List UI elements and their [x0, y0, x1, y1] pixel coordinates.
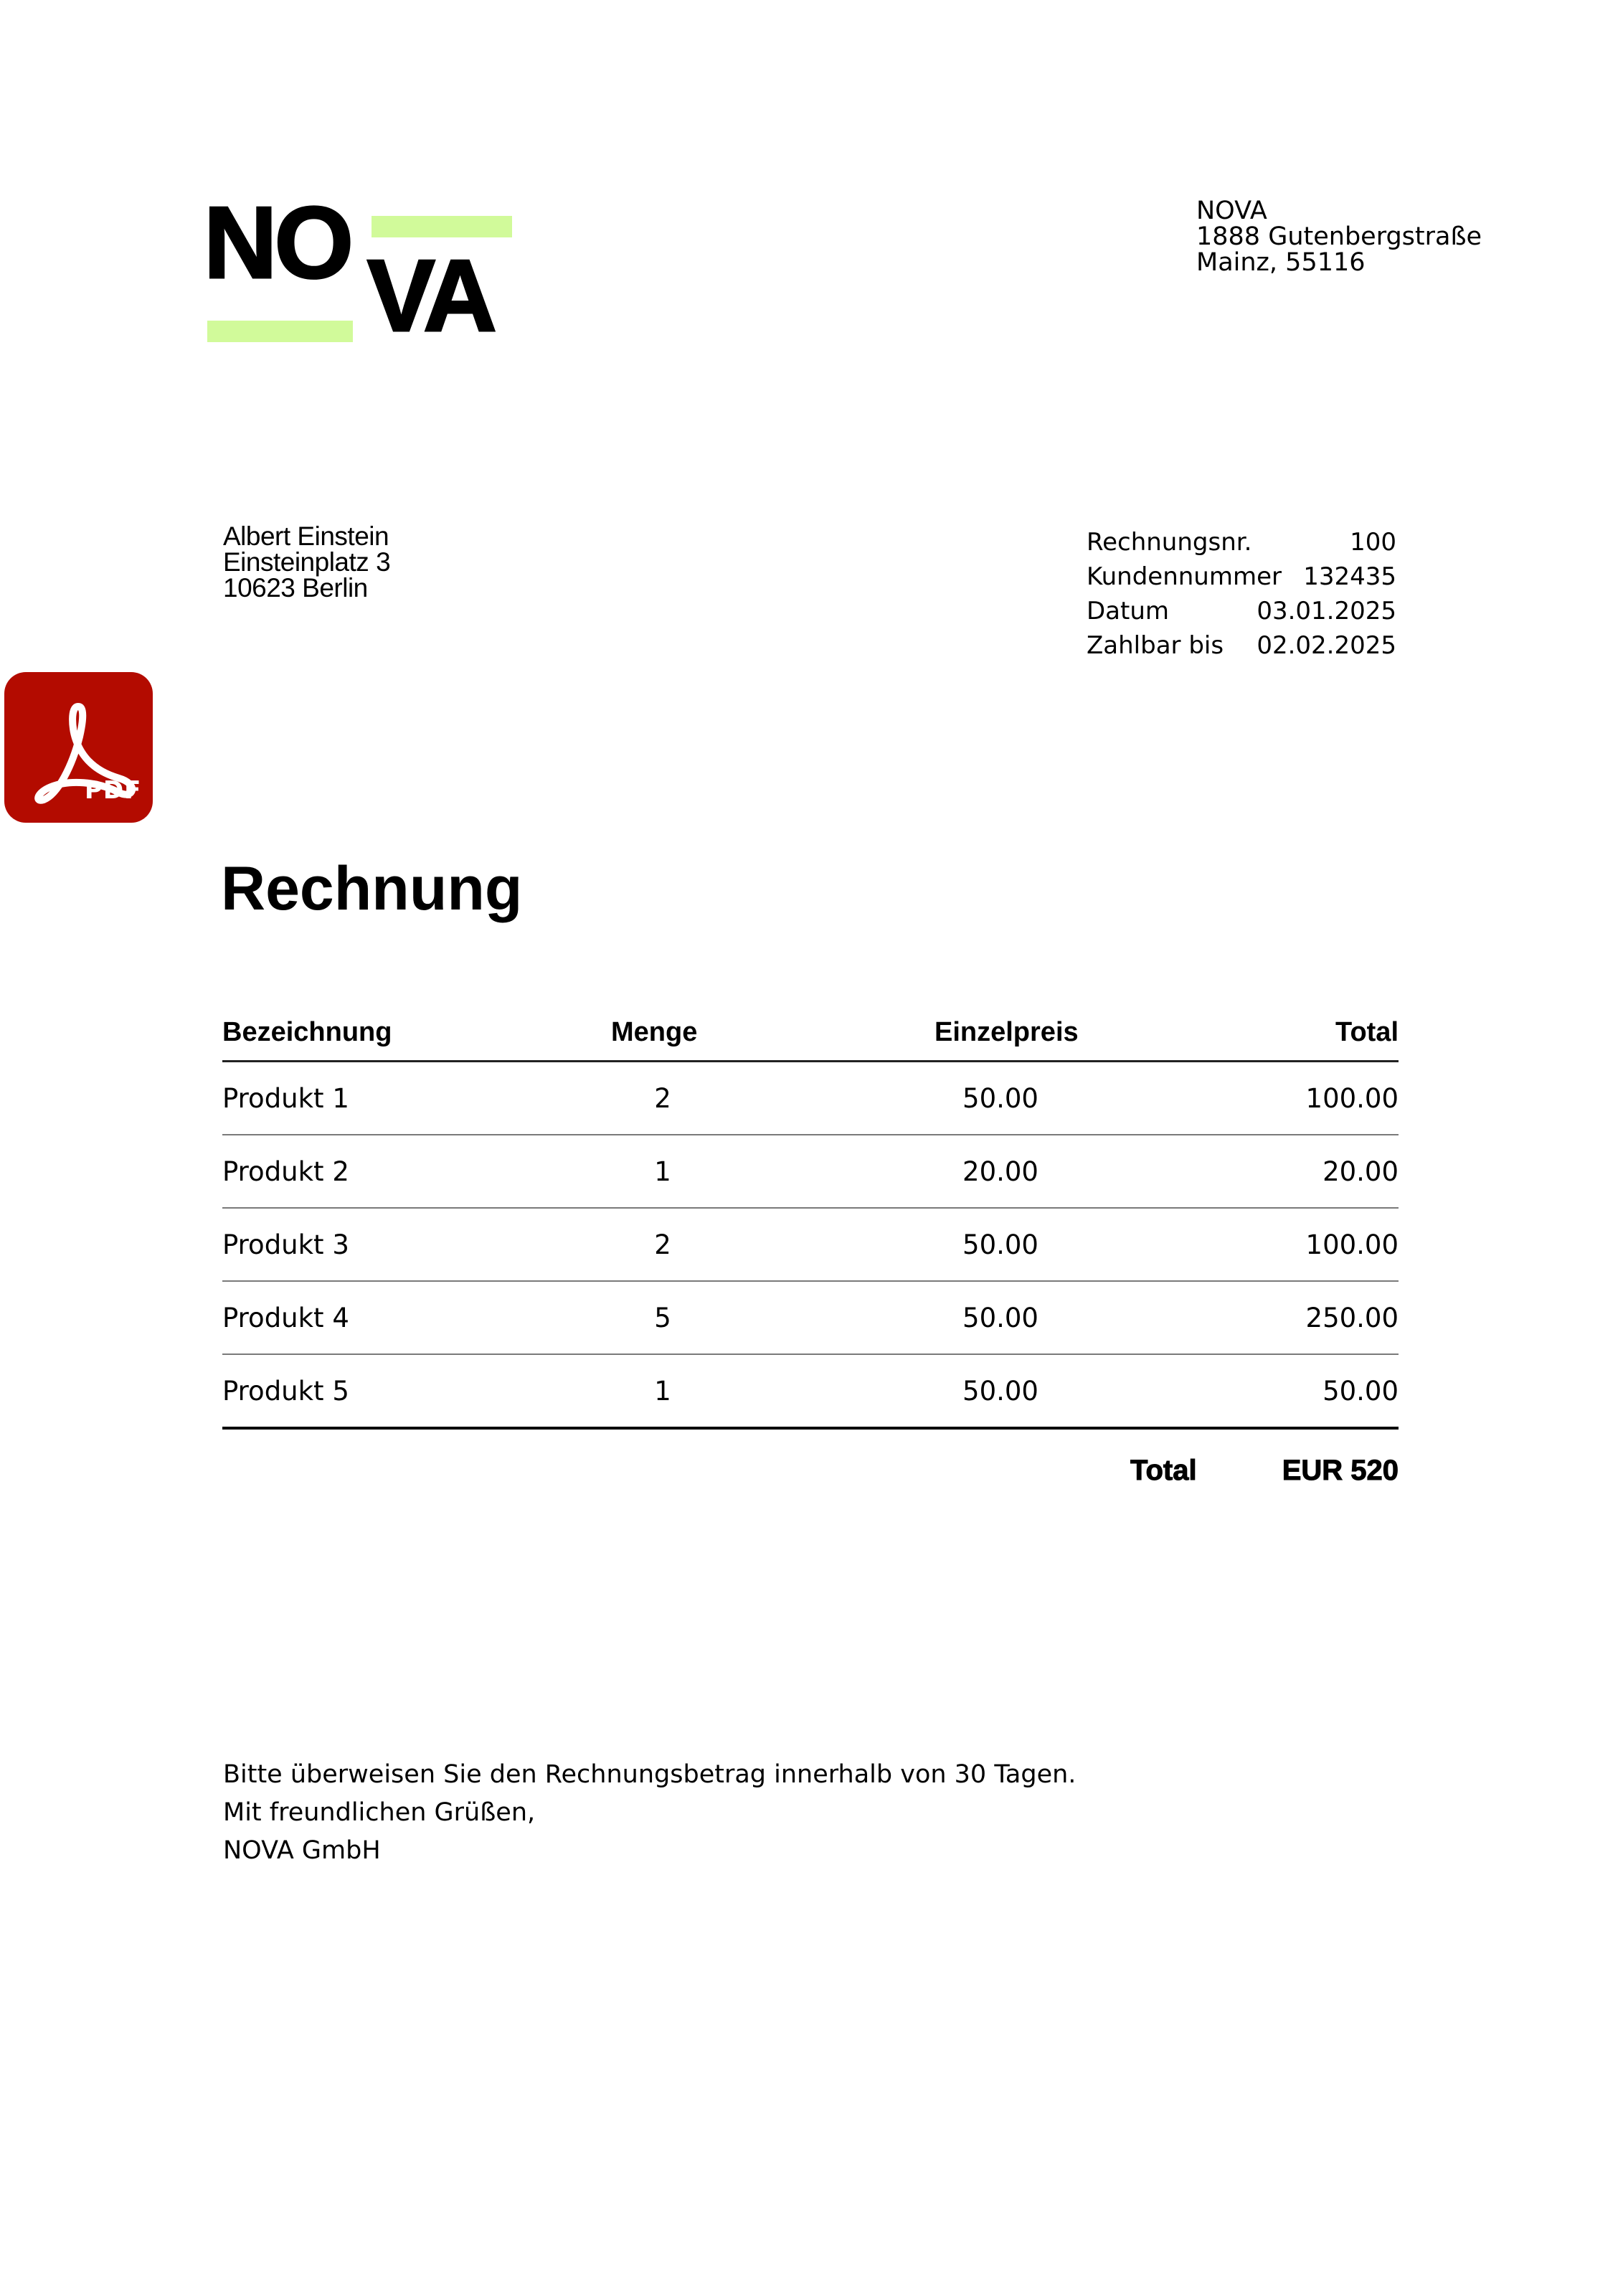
- item-name: Produkt 3: [222, 1229, 349, 1260]
- table-row: [222, 1355, 1399, 1430]
- item-qty: 5: [654, 1302, 671, 1333]
- item-total: 100.00: [1305, 1082, 1399, 1114]
- total-label: Total: [1130, 1455, 1197, 1486]
- meta-row-due-date: [1087, 628, 1396, 663]
- line-items-table: [222, 1004, 1399, 1430]
- greeting: Mit freundlichen Grüßen,: [223, 1798, 536, 1827]
- item-unit-price: 20.00: [962, 1156, 1038, 1187]
- item-qty: 1: [654, 1375, 671, 1407]
- item-total: 20.00: [1322, 1156, 1399, 1187]
- meta-row-invoice-number: [1087, 525, 1396, 559]
- table-row: [222, 1062, 1399, 1135]
- item-unit-price: 50.00: [962, 1082, 1038, 1114]
- recipient-name: Albert Einstein: [223, 521, 389, 551]
- sender-address: [1196, 198, 1482, 275]
- column-header-qty: Menge: [611, 1016, 698, 1047]
- page-title: Rechnung: [221, 854, 523, 923]
- item-unit-price: 50.00: [962, 1302, 1038, 1333]
- signature: NOVA GmbH: [223, 1836, 381, 1865]
- invoice-meta: [1087, 525, 1396, 663]
- payment-note: Bitte überweisen Sie den Rechnungsbetrag innerhalb von 30 Tagen.: [223, 1760, 1077, 1789]
- column-header-total: Total: [1335, 1016, 1399, 1047]
- item-name: Produkt 1: [222, 1082, 349, 1114]
- pdf-badge[interactable]: [4, 672, 153, 823]
- meta-value: 132435: [1303, 562, 1396, 591]
- column-header-name: Bezeichnung: [222, 1016, 392, 1047]
- item-total: 250.00: [1305, 1302, 1399, 1333]
- meta-row-customer-number: [1087, 559, 1396, 594]
- pdf-label: PDF: [85, 776, 142, 805]
- item-total: 100.00: [1305, 1229, 1399, 1260]
- item-name: Produkt 5: [222, 1375, 349, 1407]
- invoice-total: [1130, 1455, 1399, 1490]
- meta-label: Rechnungsnr.: [1087, 528, 1252, 557]
- meta-row-date: [1087, 594, 1396, 628]
- item-qty: 2: [654, 1229, 671, 1260]
- total-value: EUR 520: [1282, 1455, 1399, 1486]
- logo-text-va: VA: [367, 239, 493, 353]
- sender-city: Mainz, 55116: [1196, 248, 1366, 277]
- table-row: [222, 1209, 1399, 1282]
- item-name: Produkt 2: [222, 1156, 349, 1187]
- meta-label: Datum: [1087, 597, 1170, 625]
- item-qty: 2: [654, 1082, 671, 1114]
- meta-label: Kundennummer: [1087, 562, 1282, 591]
- meta-value: 03.01.2025: [1257, 597, 1396, 625]
- item-unit-price: 50.00: [962, 1229, 1038, 1260]
- sender-name: NOVA: [1196, 197, 1267, 225]
- logo-text-no: NO: [204, 186, 351, 300]
- recipient-street: Einsteinplatz 3: [223, 547, 391, 577]
- recipient-city: 10623 Berlin: [223, 573, 368, 603]
- item-total: 50.00: [1322, 1375, 1399, 1407]
- item-name: Produkt 4: [222, 1302, 349, 1333]
- table-header-row: [222, 1004, 1399, 1062]
- item-qty: 1: [654, 1156, 671, 1187]
- column-header-unit-price: Einzelpreis: [934, 1016, 1079, 1047]
- item-unit-price: 50.00: [962, 1375, 1038, 1407]
- company-logo: [0, 0, 574, 373]
- recipient-address: [223, 521, 391, 603]
- logo-accent-bar-bottom: [207, 321, 353, 342]
- meta-label: Zahlbar bis: [1087, 631, 1224, 660]
- sender-street: 1888 Gutenbergstraße: [1196, 222, 1482, 251]
- closing-text: [223, 1756, 1076, 1870]
- meta-value: 02.02.2025: [1257, 631, 1396, 660]
- table-row: [222, 1135, 1399, 1209]
- meta-value: 100: [1350, 528, 1396, 557]
- table-row: [222, 1282, 1399, 1355]
- logo-accent-bar-top: [372, 216, 512, 237]
